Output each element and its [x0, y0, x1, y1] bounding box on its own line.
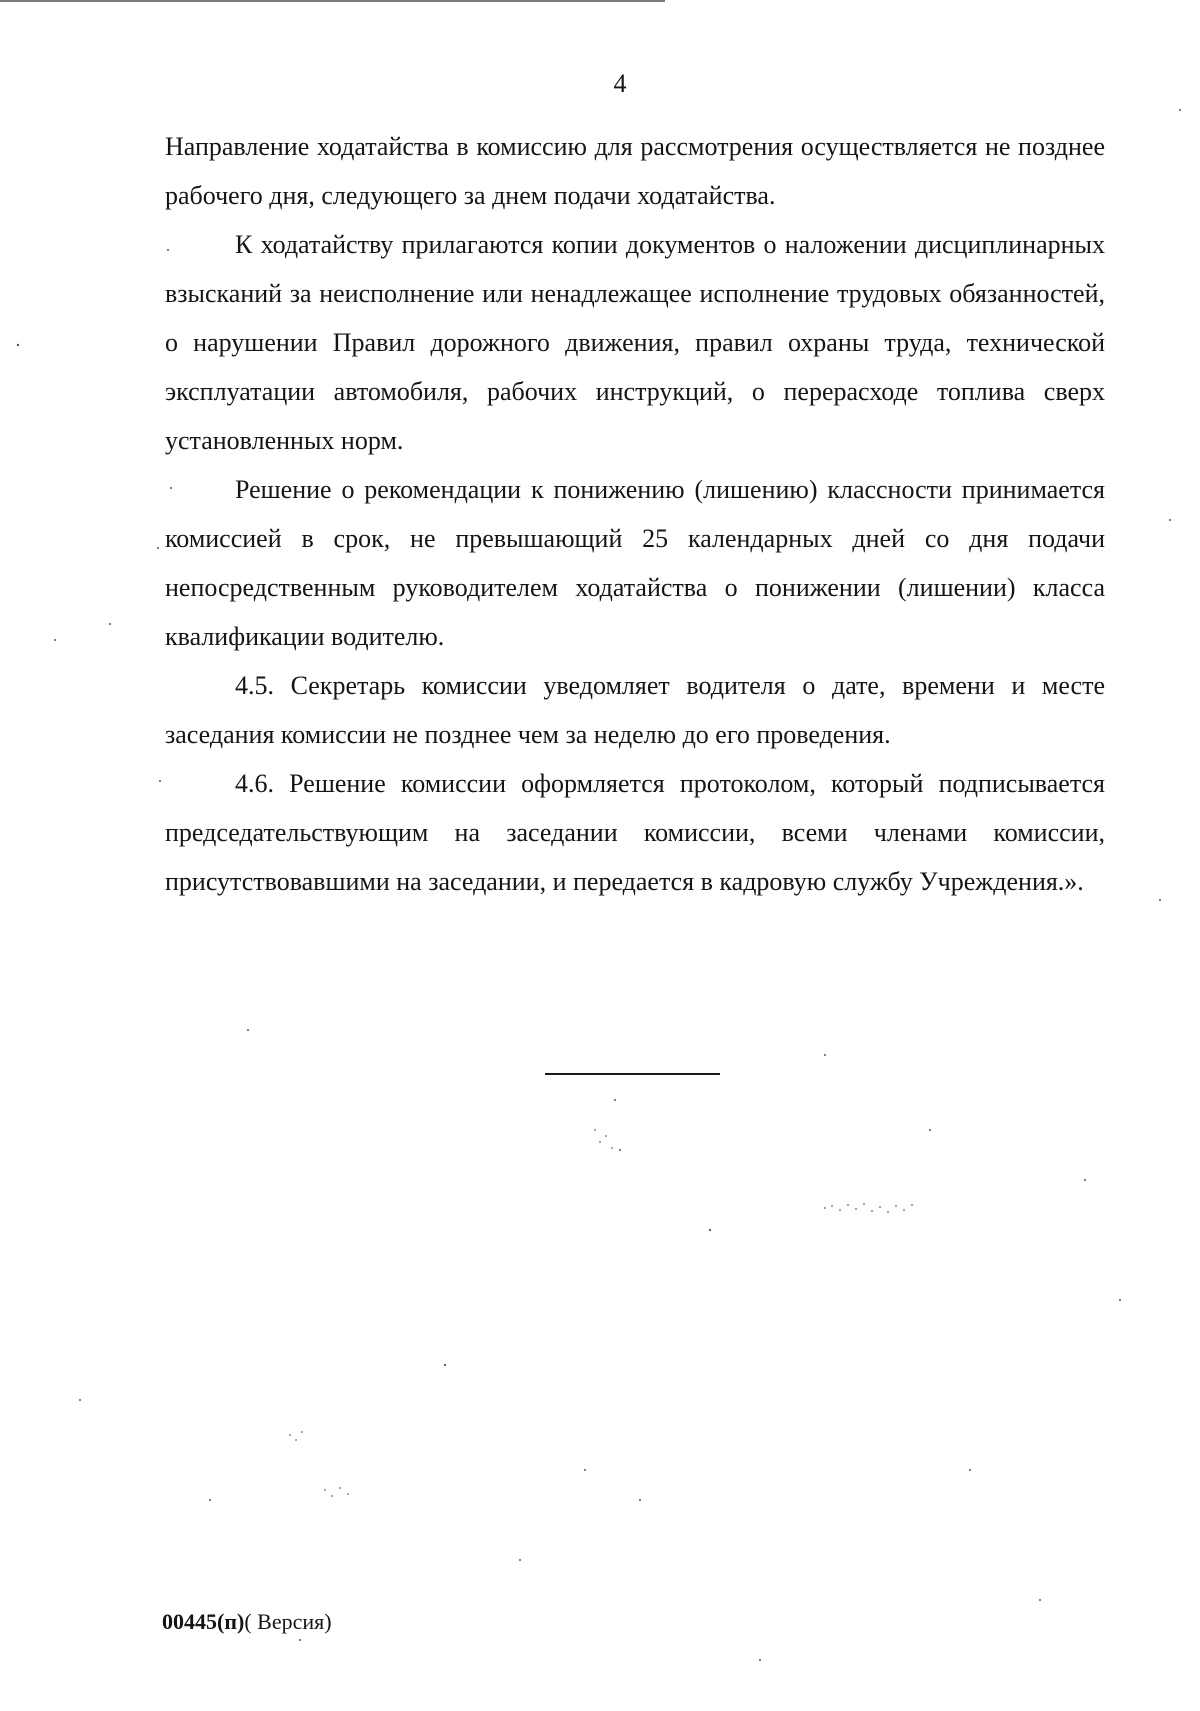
paragraph-clause-4-6: 4.6. Решение комиссии оформляется протоколом, который подписывается председательствующим на заседании комиссии, всеми членами комиссии, присутствовавшими на заседании, и передается в кадровую службу Учреждения.». [165, 769, 1105, 896]
document-code: 00445(п) [162, 1609, 245, 1634]
paragraph-decision-deadline: Решение о рекомендации к понижению (лишению) классности принимается комиссией в срок, не превышающий 25 календарных дней со дня подачи непосредственным руководителем ходатайства о понижении (лишении) класса квалификации водителю. [165, 475, 1105, 651]
end-of-text-rule [545, 1073, 720, 1075]
document-footer [162, 1607, 332, 1637]
page-number: 4 [613, 69, 627, 98]
document-body [165, 122, 1105, 906]
paragraph-clause-4-5: 4.5. Секретарь комиссии уведомляет водителя о дате, времени и месте заседания комиссии не позднее чем за неделю до его проведения. [165, 671, 1105, 749]
paragraph-attached-documents: К ходатайству прилагаются копии документов о наложении дисциплинарных взысканий за неисполнение или ненадлежащее исполнение трудовых обязанностей, о нарушении Правил дорожного движения, правил охраны труда, технической эксплуатации автомобиля, рабочих инструкций, о перерасходе топлива сверх установленных норм. [165, 230, 1105, 455]
paragraph-petition-submission: Направление ходатайства в комиссию для рассмотрения осуществляется не позднее рабочего дня, следующего за днем подачи ходатайства. [165, 132, 1105, 210]
version-label: ( Версия) [244, 1609, 332, 1634]
scan-border-line [0, 0, 665, 2]
